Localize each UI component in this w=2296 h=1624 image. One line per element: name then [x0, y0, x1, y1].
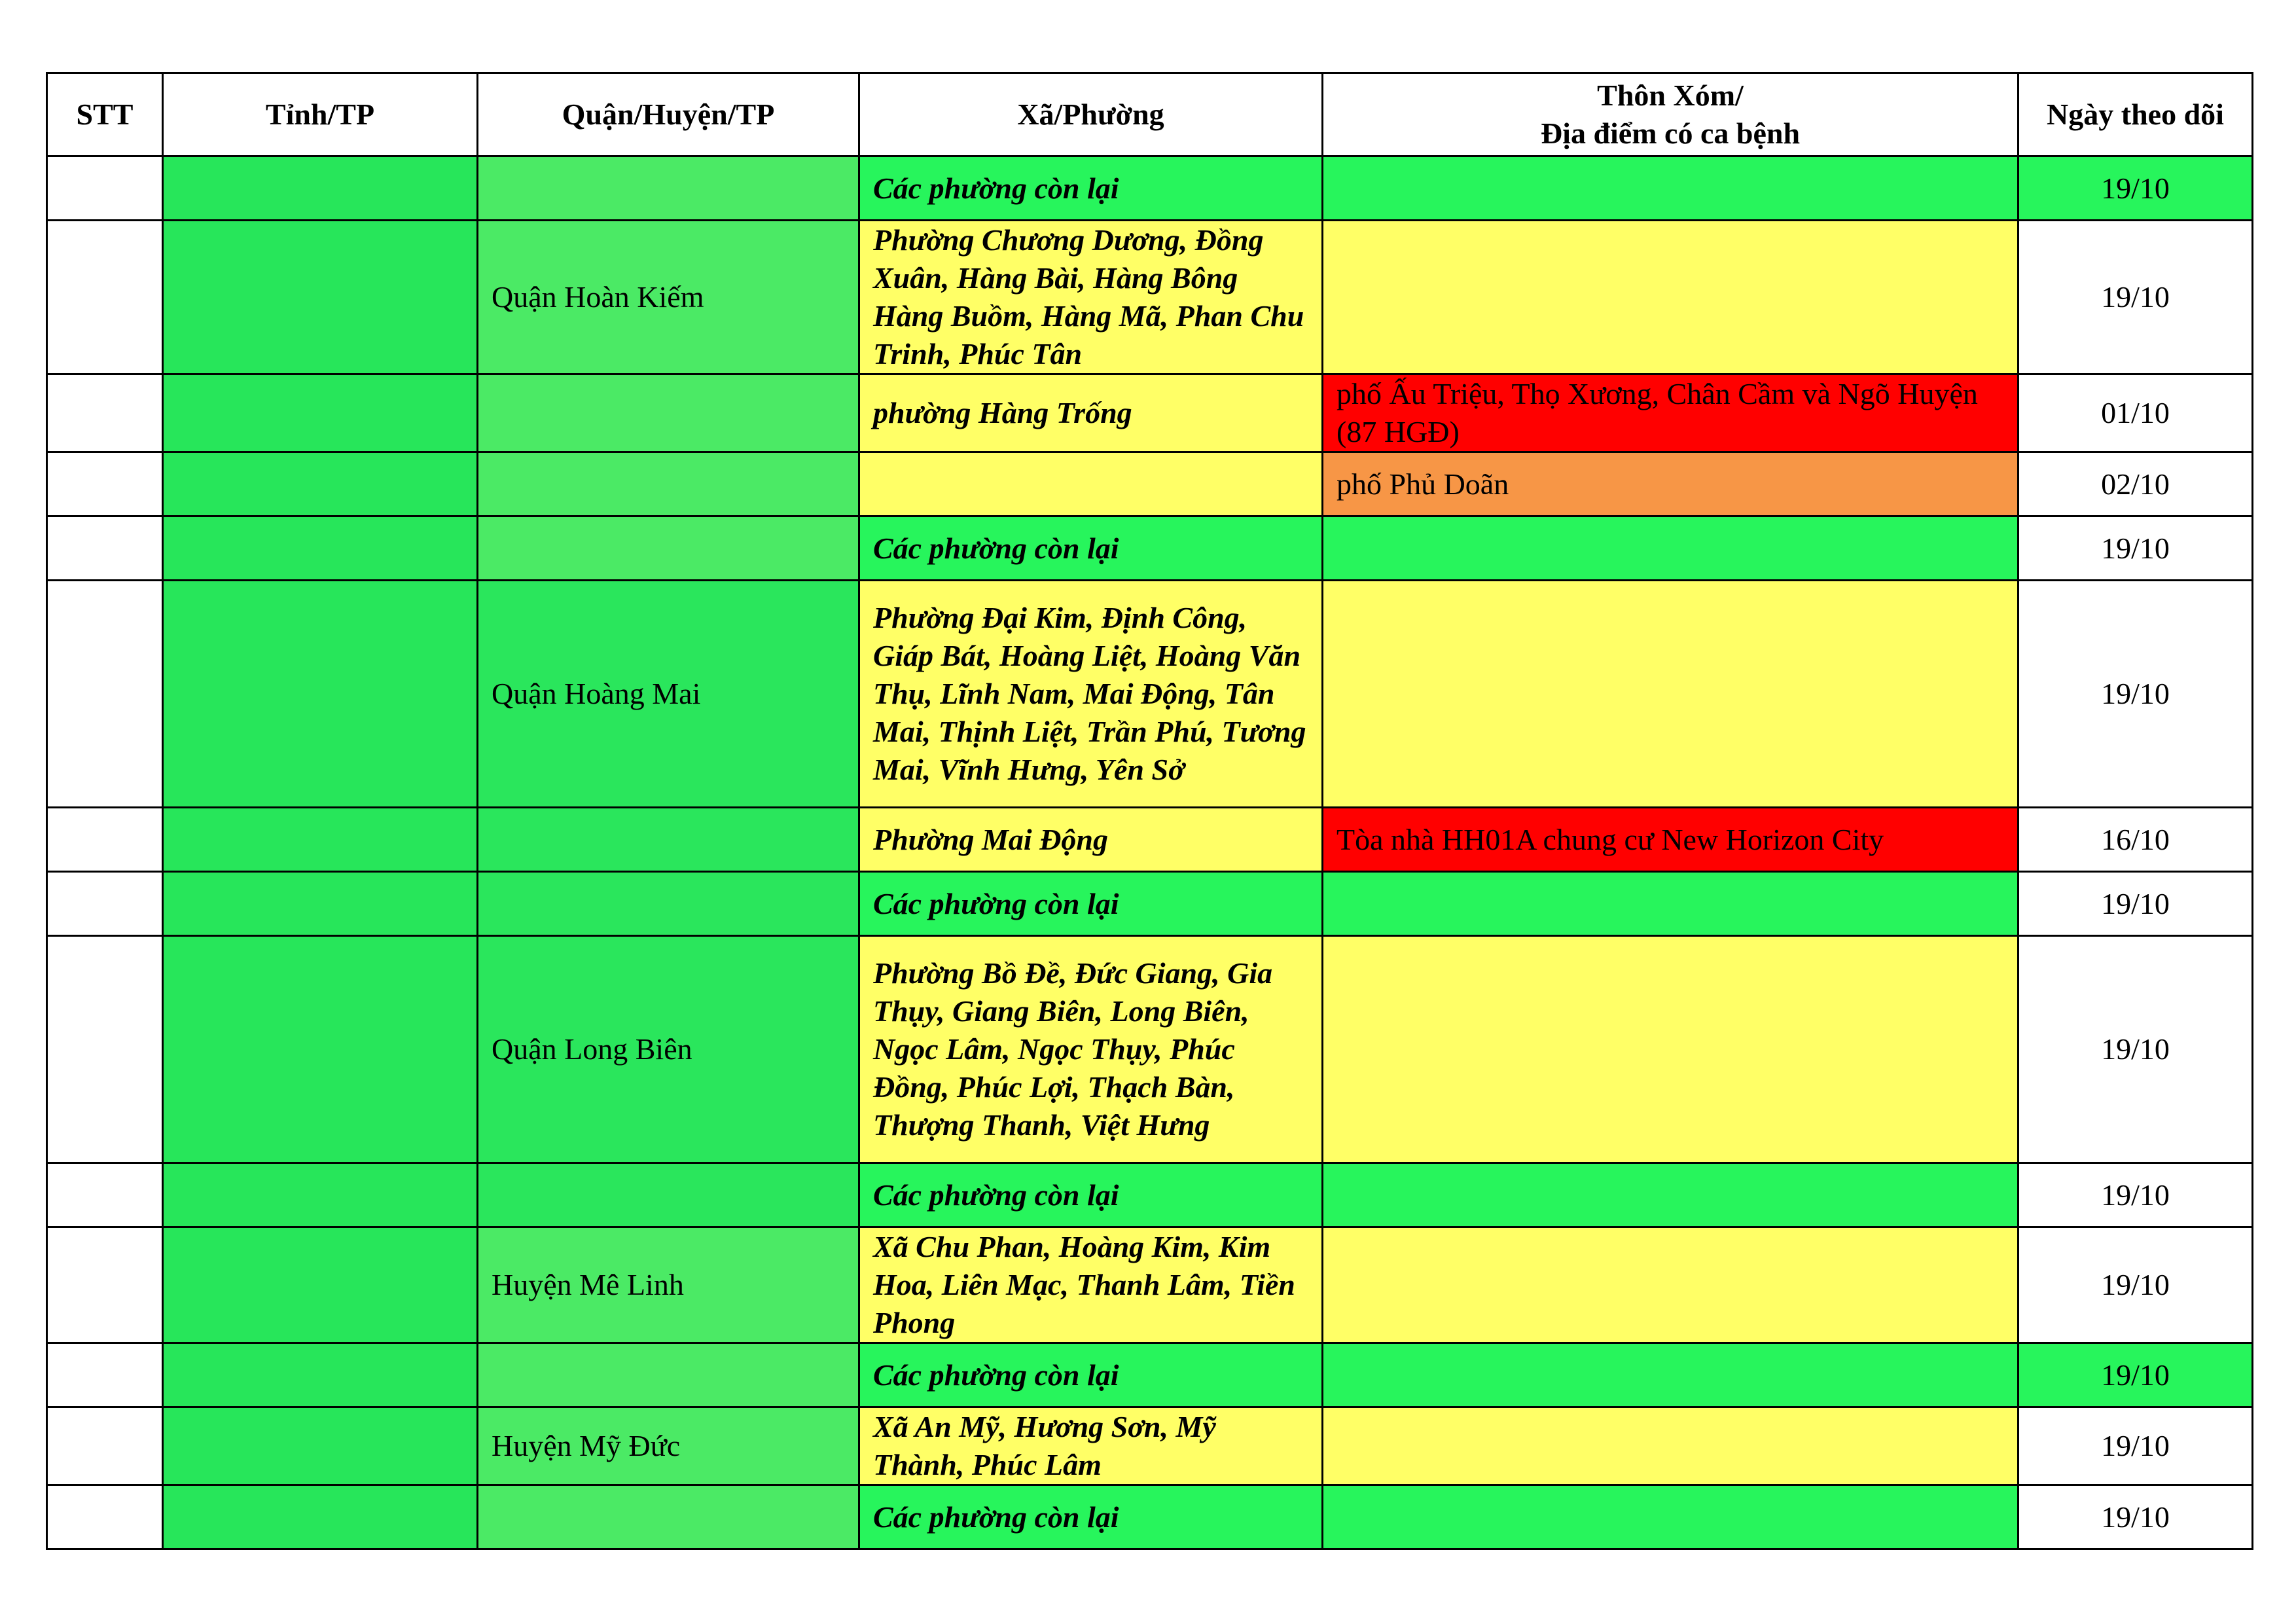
ward-cell: Phường Bồ Đề, Đức Giang, Gia Thụy, Giang Biên, Long Biên, Ngọc Lâm, Ngọc Thụy, Phúc Đồng, Phúc Lợi, Thạch Bàn, Thượng Thanh, Việt Hưng: [859, 936, 1323, 1163]
district-cell: Quận Hoàng Mai: [478, 581, 859, 808]
location-cell: [1323, 872, 2018, 936]
header-stt: STT: [47, 73, 163, 156]
table-row: [47, 808, 2253, 872]
location-cell: [1323, 156, 2018, 221]
date-cell: 19/10: [2018, 156, 2253, 221]
table-row: [47, 1343, 2253, 1407]
stt-cell: [47, 872, 163, 936]
location-cell: [1323, 1163, 2018, 1227]
location-cell: [1323, 1343, 2018, 1407]
table-row: [47, 374, 2253, 452]
stt-cell: [47, 1407, 163, 1485]
stt-cell: [47, 221, 163, 374]
ward-cell: Các phường còn lại: [859, 516, 1323, 581]
ward-cell: Các phường còn lại: [859, 1485, 1323, 1549]
stt-cell: [47, 1227, 163, 1343]
province-cell: [163, 452, 478, 516]
table-header: [47, 73, 2253, 156]
district-cell: [478, 516, 859, 581]
table-row: [47, 221, 2253, 374]
date-cell: 19/10: [2018, 516, 2253, 581]
province-cell: [163, 156, 478, 221]
district-cell: [478, 374, 859, 452]
district-cell: Huyện Mê Linh: [478, 1227, 859, 1343]
location-cell: [1323, 1227, 2018, 1343]
date-cell: 19/10: [2018, 1343, 2253, 1407]
district-cell: [478, 872, 859, 936]
date-cell: 19/10: [2018, 1163, 2253, 1227]
location-cell: phố Ấu Triệu, Thọ Xương, Chân Cầm và Ngõ Huyện (87 HGĐ): [1323, 374, 2018, 452]
district-cell: [478, 156, 859, 221]
date-cell: 19/10: [2018, 581, 2253, 808]
location-cell: [1323, 516, 2018, 581]
province-cell: [163, 1407, 478, 1485]
province-cell: [163, 1163, 478, 1227]
date-cell: 19/10: [2018, 936, 2253, 1163]
province-cell: [163, 808, 478, 872]
table-row: [47, 872, 2253, 936]
province-cell: [163, 221, 478, 374]
province-cell: [163, 1343, 478, 1407]
table-row: [47, 936, 2253, 1163]
province-cell: [163, 581, 478, 808]
district-cell: Quận Long Biên: [478, 936, 859, 1163]
district-cell: Huyện Mỹ Đức: [478, 1407, 859, 1485]
table-row: [47, 452, 2253, 516]
ward-cell: Phường Đại Kim, Định Công, Giáp Bát, Hoàng Liệt, Hoàng Văn Thụ, Lĩnh Nam, Mai Động, Tân Mai, Thịnh Liệt, Trần Phú, Tương Mai, Vĩnh Hưng, Yên Sở: [859, 581, 1323, 808]
province-cell: [163, 374, 478, 452]
ward-cell: Các phường còn lại: [859, 1163, 1323, 1227]
district-cell: [478, 1485, 859, 1549]
table-body: [47, 156, 2253, 1549]
ward-cell: Các phường còn lại: [859, 872, 1323, 936]
stt-cell: [47, 808, 163, 872]
table-row: [47, 581, 2253, 808]
stt-cell: [47, 452, 163, 516]
ward-cell: Xã An Mỹ, Hương Sơn, Mỹ Thành, Phúc Lâm: [859, 1407, 1323, 1485]
ward-cell: Xã Chu Phan, Hoàng Kim, Kim Hoa, Liên Mạc, Thanh Lâm, Tiền Phong: [859, 1227, 1323, 1343]
province-cell: [163, 516, 478, 581]
stt-cell: [47, 374, 163, 452]
ward-cell: Các phường còn lại: [859, 1343, 1323, 1407]
table-row: [47, 1163, 2253, 1227]
table-row: [47, 1407, 2253, 1485]
date-cell: 02/10: [2018, 452, 2253, 516]
date-cell: 01/10: [2018, 374, 2253, 452]
header-location: [1323, 73, 2018, 156]
stt-cell: [47, 936, 163, 1163]
zone-status-table: [46, 72, 2253, 1550]
stt-cell: [47, 1163, 163, 1227]
location-cell: [1323, 1485, 2018, 1549]
district-cell: Quận Hoàn Kiếm: [478, 221, 859, 374]
province-cell: [163, 936, 478, 1163]
header-location-line2: Địa điểm có ca bệnh: [1540, 117, 1801, 150]
stt-cell: [47, 516, 163, 581]
location-cell: [1323, 581, 2018, 808]
header-date: Ngày theo dõi: [2018, 73, 2253, 156]
table-row: [47, 516, 2253, 581]
table-row: [47, 1485, 2253, 1549]
header-ward: Xã/Phường: [859, 73, 1323, 156]
ward-cell: Phường Chương Dương, Đồng Xuân, Hàng Bài, Hàng Bông Hàng Buồm, Hàng Mã, Phan Chu Trinh, Phúc Tân: [859, 221, 1323, 374]
header-row: [47, 73, 2253, 156]
date-cell: 19/10: [2018, 221, 2253, 374]
stt-cell: [47, 581, 163, 808]
ward-cell: phường Hàng Trống: [859, 374, 1323, 452]
date-cell: 19/10: [2018, 1227, 2253, 1343]
table-row: [47, 1227, 2253, 1343]
province-cell: [163, 1227, 478, 1343]
date-cell: 19/10: [2018, 872, 2253, 936]
header-location-line1: Thôn Xóm/: [1597, 79, 1744, 112]
date-cell: 19/10: [2018, 1485, 2253, 1549]
ward-cell: [859, 452, 1323, 516]
location-cell: [1323, 936, 2018, 1163]
date-cell: 16/10: [2018, 808, 2253, 872]
district-cell: [478, 1343, 859, 1407]
location-cell: Tòa nhà HH01A chung cư New Horizon City: [1323, 808, 2018, 872]
ward-cell: Các phường còn lại: [859, 156, 1323, 221]
stt-cell: [47, 156, 163, 221]
stt-cell: [47, 1485, 163, 1549]
district-cell: [478, 452, 859, 516]
header-district: Quận/Huyện/TP: [478, 73, 859, 156]
ward-cell: Phường Mai Động: [859, 808, 1323, 872]
header-province: Tỉnh/TP: [163, 73, 478, 156]
location-cell: [1323, 221, 2018, 374]
location-cell: [1323, 1407, 2018, 1485]
stt-cell: [47, 1343, 163, 1407]
location-cell: phố Phủ Doãn: [1323, 452, 2018, 516]
table-row: [47, 156, 2253, 221]
date-cell: 19/10: [2018, 1407, 2253, 1485]
district-cell: [478, 808, 859, 872]
district-cell: [478, 1163, 859, 1227]
province-cell: [163, 1485, 478, 1549]
province-cell: [163, 872, 478, 936]
